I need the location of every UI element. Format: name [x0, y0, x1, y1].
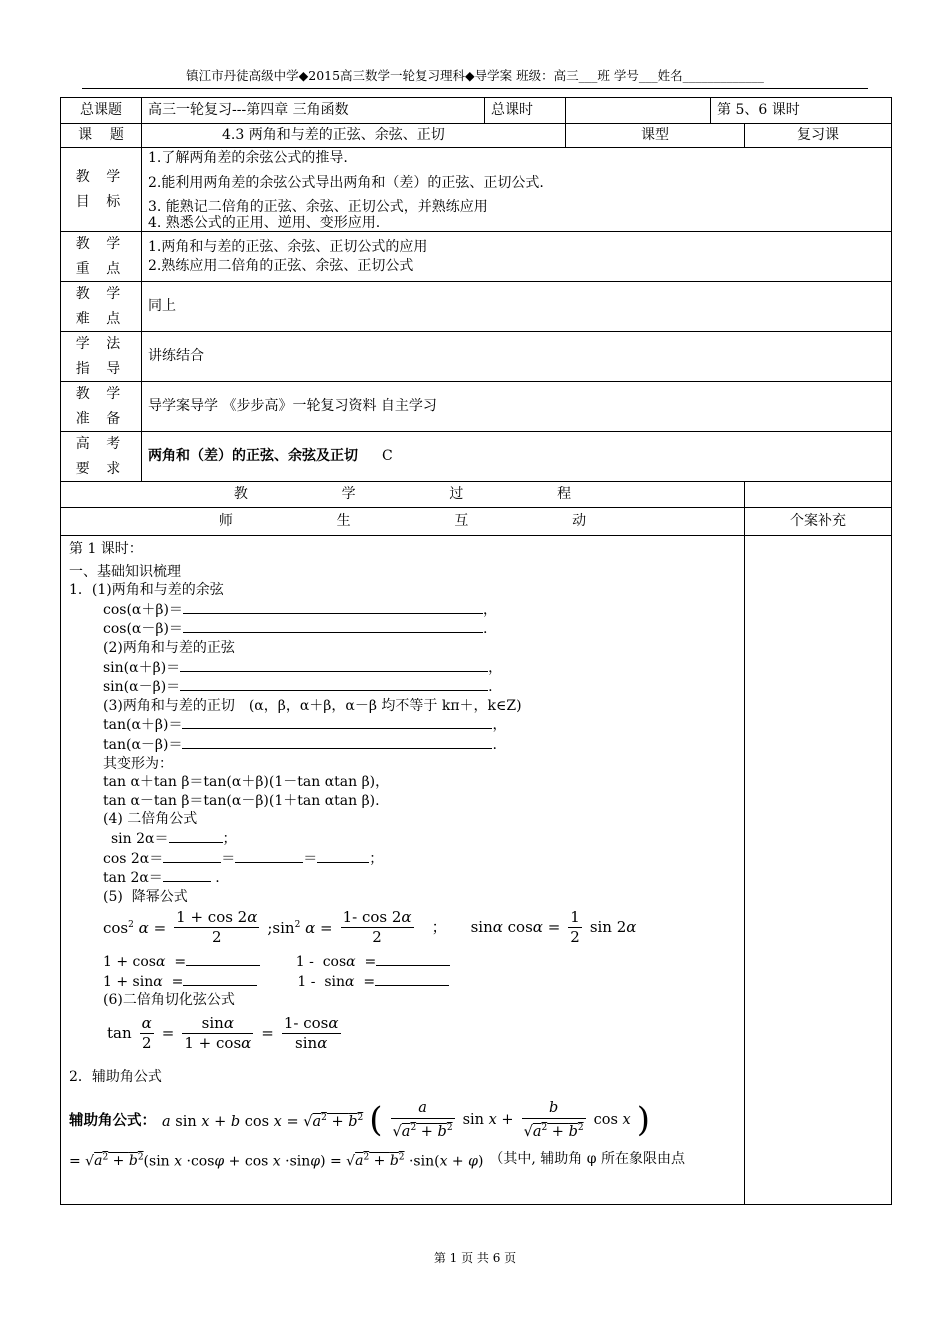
lesson-hours-value: 第 5、6 课时: [711, 98, 892, 124]
method-label: 学 法 指 导: [61, 332, 142, 382]
cos-plus-line: cos(α＋β)＝ ，: [103, 601, 497, 618]
interact-header: 师 生 互 动: [61, 508, 745, 536]
item-1-title: 1．(1)两角和与差的余弦: [69, 582, 224, 599]
method-row: [61, 332, 892, 382]
tan-minus-line: tan(α－β)＝ .: [103, 736, 497, 753]
difficulty-label: 教 学 难 点: [61, 282, 142, 332]
sin2a-line: sin 2α＝ ；: [111, 830, 237, 847]
exam-req-content: 两角和（差）的正弦、余弦及正切 C: [142, 432, 892, 482]
interact-row: [61, 508, 892, 536]
variant-2: tan α－tan β＝tan(α－β)(1＋tan αtan β).: [103, 792, 380, 809]
process-side-blank: [745, 482, 892, 508]
goals-content: 1.了解两角差的余弦公式的推导. 2.能利用两角差的余弦公式导出两角和（差）的正弦、正切公式. 3. 能熟记二倍角的正弦、余弦、正切公式，并熟练应用 4. 熟悉公式的正用、逆用、变形应用.: [142, 148, 892, 232]
cos2a-line: cos 2α＝ ＝ ＝ ；: [103, 850, 384, 867]
sin-minus-line: sin(α－β)＝ .: [103, 679, 493, 696]
topic-label: 课 题: [61, 124, 142, 148]
lesson-type-label: 课型: [566, 124, 745, 148]
key-points-row: [61, 232, 892, 282]
process-row: [61, 482, 892, 508]
tan-plus-line: tan(α＋β)＝ ，: [103, 717, 507, 734]
variant-label: 其变形为：: [103, 755, 173, 772]
exam-req-label: 高 考 要 求: [61, 432, 142, 482]
exam-req-row: [61, 432, 892, 482]
sub-2-title: (2)两角和与差的正弦: [103, 639, 235, 656]
lesson-plan-table: [60, 97, 892, 1205]
preparation-content: 导学案导学 《步步高》一轮复习资料 自主学习: [142, 382, 892, 432]
session-label: 第 1 课时：: [69, 541, 143, 557]
case-supplement-area: [745, 536, 892, 1205]
info-row-1: [61, 98, 892, 124]
page-header: 镇江市丹徒高级中学◆2015高三数学一轮复习理科◆导学案 班级：高三___班 学号___姓名_____________: [82, 66, 868, 89]
page-footer: 第 1 页 共 6 页: [433, 1251, 517, 1265]
content-row: [61, 536, 892, 1205]
total-hours-value: [566, 98, 711, 124]
preparation-row: [61, 382, 892, 432]
lesson-type-value: 复习课: [745, 124, 892, 148]
goals-row: [61, 148, 892, 232]
item-2-title: 2．辅助角公式: [69, 1069, 162, 1086]
section-title: 一、基础知识梳理: [69, 563, 181, 580]
difficulty-content: 同上: [142, 282, 892, 332]
key-points-label: 教 学 重 点: [61, 232, 142, 282]
sub-4-title: (4) 二倍角公式: [103, 811, 198, 828]
sub-6-title: (6)二倍角切化弦公式: [103, 992, 235, 1009]
sin-plus-line: sin(α＋β)＝ ，: [103, 659, 503, 676]
tan2a-line: tan 2α＝ .: [103, 870, 220, 887]
total-hours-label: 总课时: [485, 98, 566, 124]
course-title-label: 总课题: [61, 98, 142, 124]
aux-angle-formula-1: 辅助角公式： a sin x + b $\cos x = √a^2 + b^2$ ( $\frac{a}{√a^2 + b^2}$ sin x + $\frac{b}{√a^2 + b^2}$ cos x ): [69, 1100, 650, 1141]
difficulty-row: [61, 282, 892, 332]
topic-value: 4.3 两角和与差的正弦、余弦、正切: [142, 124, 566, 148]
case-supplement-label: 个案补充: [745, 508, 892, 536]
one-plus-cos-line: 1 + cosα = 1 - cosα =: [69, 952, 736, 972]
process-header: 教 学 过 程: [61, 482, 745, 508]
aux-angle-formula-2: = $√a^2 + b^2(\sin$ $x \cdot\cos\varphi + \cos x \cdot\sin\varphi) = √a^2 + b^2 \cdot\sin(x + \varphi)$ （其中, 辅助角 φ 所在象限由点: [69, 1151, 686, 1170]
preparation-label: 教 学 准 备: [61, 382, 142, 432]
sub-5-title: (5) 降幂公式: [103, 888, 188, 905]
power-reduction-formulas: $\cos^2 \alpha$ = $\frac{1 + \cos 2\alpha}{2}$ $;\sin^2$ α = $\frac{1- \cos 2\alpha}{2}$ ； sinα cosα = $\frac{1}{2}$ sin 2α: [103, 907, 637, 946]
course-title-value: 高三一轮复习---第四章 三角函数: [142, 98, 485, 124]
method-content: 讲练结合: [142, 332, 892, 382]
half-angle-formula: tan $\frac{\alpha}{2}$ = $\frac{\sin\alpha}{1 + \cos\alpha}$ = $\frac{1- \cos\alpha}{\sin\alpha}$: [107, 1013, 339, 1052]
goals-label: 教 学 目 标: [61, 148, 142, 232]
key-points-content: 1.两角和与差的正弦、余弦、正切公式的应用 2.熟练应用二倍角的正弦、余弦、正切公式: [142, 232, 892, 282]
one-plus-sin-line: 1 + sinα = 1 - sinα =: [69, 972, 736, 992]
variant-1: tan α＋tan β＝tan(α＋β)(1－tan αtan β)，: [103, 774, 390, 791]
sub-3-title: (3)两角和与差的正切 (α，β，α＋β，α－β 均不等于 kπ＋，k∈Z): [103, 697, 522, 714]
info-row-2: [61, 124, 892, 148]
cos-minus-line: cos(α－β)＝ .: [103, 621, 488, 638]
main-content: [61, 536, 745, 1205]
